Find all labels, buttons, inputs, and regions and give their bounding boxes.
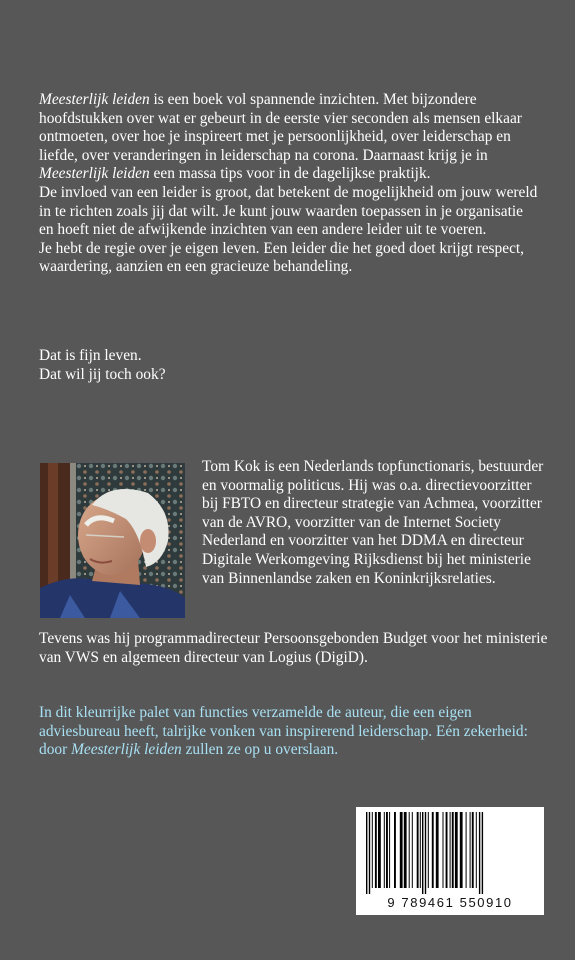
blurb-paragraph-2: De invloed van een leider is groot, dat betekent de mogelijkheid om jouw wereld in te richten zoals jij dat wilt. Je kunt jouw waarden toepassen in je organisatie en hoeft niet de afwijkende inzichten van een andere leider uit te voeren. bbox=[39, 183, 538, 239]
closing-blurb-text: zullen ze op u overslaan. bbox=[181, 741, 339, 759]
author-bio: Tom Kok is een Nederlands topfunctionaris, bestuurder en voormalig politicus. Hij was o.a. directievoorzitter bij FBTO en directeur strategie van Achmea, voorzitter van de AVRO, voorzitter van de Internet Society Nederland en voorzitter van het DDMA en directeur Digitale Werkomgeving Rijksdienst bij het ministerie van Binnenlandse zaken en Koninkrijksrelaties. bbox=[202, 458, 544, 587]
author-bio-continued: Tevens was hij programmadirecteur Persoonsgebonden Budget voor het ministerie van VWS en algemeen directeur van Logius (DigiD). bbox=[39, 630, 548, 666]
blurb-text: is een boek vol spannende inzichten. Met bijzondere hoofdstukken over wat er gebeurt in de eerste vier seconden als mensen elkaar ontmoeten, over hoe je inspireert met je persoonlijkheid, over leiderschap en liefde, over veranderingen in leiderschap na corona. Daarnaast krijg je in bbox=[39, 91, 522, 164]
barcode-bars bbox=[362, 812, 538, 894]
author-photo bbox=[40, 463, 185, 618]
blurb-text: een massa tips voor in de dagelijkse praktijk. bbox=[149, 165, 431, 183]
isbn-number: 9 789461 550910 bbox=[387, 895, 513, 910]
closing-line-2: Dat wil jij toch ook? bbox=[39, 365, 166, 383]
closing-lines bbox=[39, 347, 539, 384]
closing-blurb bbox=[39, 704, 539, 760]
isbn-barcode bbox=[356, 807, 544, 915]
closing-blurb-paragraph bbox=[39, 704, 539, 760]
book-title: Meesterlijk leiden bbox=[39, 165, 150, 183]
closing-blurb-text: In dit kleurrijke palet van functies verzamelde de auteur, die een eigen adviesbureau heeft, talrijke vonken van inspirerend leiderschap. Eén zekerheid: door bbox=[39, 704, 528, 759]
closing-line-1: Dat is fijn leven. bbox=[39, 347, 142, 364]
blurb-paragraph-1 bbox=[39, 91, 539, 184]
book-title: Meesterlijk leiden bbox=[39, 91, 150, 108]
book-title: Meesterlijk leiden bbox=[71, 741, 182, 759]
back-cover-blurb bbox=[39, 91, 539, 277]
blurb-paragraph-3: Je hebt de regie over je eigen leven. Een leider die het goed doet krijgt respect, waardering, aanzien en een gracieuze behandeling. bbox=[39, 239, 525, 276]
